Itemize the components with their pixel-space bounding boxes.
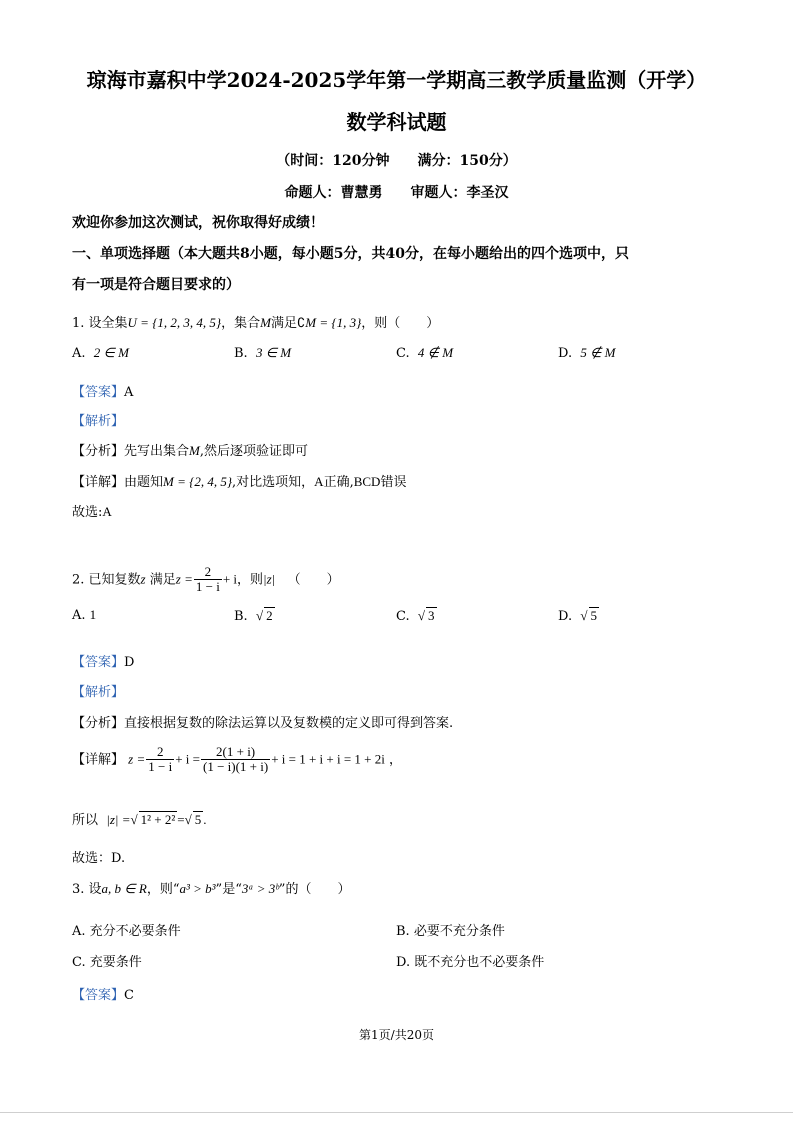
authors-line: 命题人：曹慧勇 审题人：李圣汉 (284, 185, 509, 201)
question-1-stem: 1. 设全集U = {1, 2, 3, 4, 5}，集合M满足∁M = {1, 3}，则（ ） (72, 315, 440, 331)
q2-option-c: C. √ 3 (396, 608, 435, 624)
time-info: （时间：120分钟 满分：150分） (276, 153, 517, 169)
subject-title: 数学科试题 (346, 110, 447, 134)
q2-fraction: $\frac{2}{1 - i}$ (195, 564, 220, 595)
q1-choose: 故选:A (72, 504, 112, 520)
q2-analysis-tag: 【解析】 (72, 685, 125, 700)
q1-option-d: D. 5 ∉ M (558, 345, 616, 361)
q1-analysis-tag: 【解析】 (72, 414, 125, 429)
q2-answer: 【答案】D (72, 655, 135, 670)
q3-answer: 【答案】C (72, 988, 134, 1003)
complement-set: M = {1, 3} (305, 315, 362, 330)
q2-modulus: 所以 |z| =√ 1² + 2² =√ 5 . (72, 812, 207, 828)
welcome-line: 欢迎你参加这次测试，祝你取得好成绩！ (72, 215, 324, 231)
q2-option-b: B. √ 2 (234, 608, 273, 624)
section-heading-line1: 一、单项选择题（本大题共8小题，每小题5分，共40分，在每小题给出的四个选项中，只 (72, 246, 629, 262)
bottom-divider (0, 1112, 793, 1113)
q2-fenxi: 【分析】直接根据复数的除法运算以及复数模的定义即可得到答案. (72, 716, 454, 731)
question-3-stem: 3. 设a, b ∈ R，则“a³ > b³”是“3ᵃ > 3ᵇ”的（ ） (72, 881, 351, 897)
q1-xiangjie: 【详解】由题知M = {2, 4, 5},对比选项知，A正确,BCD错误 (72, 474, 407, 490)
q2-choose: 故选：D. (72, 851, 126, 866)
q2-option-d: D. √ 5 (558, 608, 597, 624)
question-2-stem: 2. 已知复数z 满足z = $\frac{2}{1 - i}$ + i，则|z| （ ） (72, 564, 340, 595)
q3-option-d: D. 既不充分也不必要条件 (396, 955, 545, 970)
complement-symbol: ∁ (296, 315, 306, 330)
q1-answer: 【答案】A (72, 385, 134, 400)
q1-fenxi: 【分析】先写出集合M,然后逐项验证即可 (72, 443, 309, 459)
q3-option-b: B. 必要不充分条件 (396, 924, 505, 939)
exam-title: 琼海市嘉积中学2024-2025学年第一学期高三教学质量监测（开学） (86, 68, 707, 92)
q3-option-a: A. 充分不必要条件 (72, 924, 181, 939)
q1-option-a: A. 2 ∈ M (72, 345, 129, 361)
q2-xiangjie: 【详解】 z = $\frac{2}{1 - i}$ + i = $\frac{2(1 + i)}{(1 - i)(1 + i)}$ + i = 1 + i + i = 1 + 2i ， (72, 744, 403, 775)
q2-option-a: A. 1 (72, 607, 97, 623)
page-number: 第1页/共20页 (359, 1028, 434, 1042)
q1-option-c: C. 4 ∉ M (396, 345, 454, 361)
section-heading-line2: 有一项是符合题目要求的） (72, 277, 240, 293)
universal-set: U = {1, 2, 3, 4, 5} (127, 315, 222, 330)
q3-option-c: C. 充要条件 (72, 955, 142, 970)
q1-option-b: B. 3 ∈ M (234, 345, 292, 361)
